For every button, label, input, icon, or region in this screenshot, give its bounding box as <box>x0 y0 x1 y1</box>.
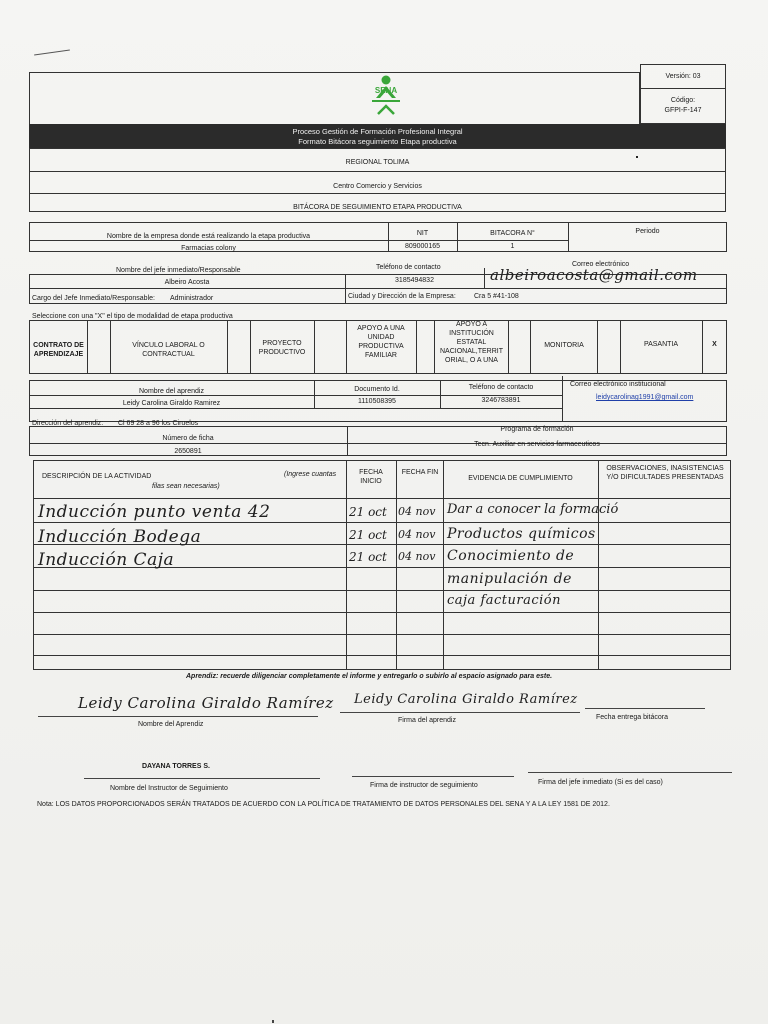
company-name-value: Farmacias colony <box>181 245 236 252</box>
header-frame <box>29 72 640 124</box>
apprentice-address-label: Dirección del aprendiz: <box>32 420 104 427</box>
apprentice-doc-value: 1110508395 <box>358 398 396 405</box>
scan-mark <box>34 49 70 55</box>
regional-label: REGIONAL TOLIMA <box>345 159 410 166</box>
modality-instruction: Seleccione con una "X" el tipo de modalidad de etapa productiva <box>32 313 233 320</box>
apprentice-signature-handwritten: Leidy Carolina Giraldo Ramírez <box>354 692 578 707</box>
apprentice-name-label: Nombre del aprendiz <box>139 388 204 395</box>
apprentice-email-label: Correo electrónico institucional <box>570 381 666 388</box>
modality-option-2: PROYECTO PRODUCTIVO <box>258 340 306 356</box>
modality-option-6: PASANTIA <box>643 341 679 348</box>
log-title: BITÁCORA DE SEGUIMIENTO ETAPA PRODUCTIVA <box>293 204 462 211</box>
activity-row-4-evidence: caja facturación <box>447 593 561 608</box>
bitacora-value: 1 <box>510 243 515 250</box>
nit-value: 809000165 <box>404 243 441 250</box>
col-desc-header: DESCRIPCIÓN DE LA ACTIVIDAD <box>42 473 152 480</box>
activities-footer-note: Aprendiz: recuerde diligenciar completamente el informe y entregarlo o subirlo al espacio asignado para este. <box>186 673 553 680</box>
header-title-bar <box>29 124 726 148</box>
activity-row-2-desc: Inducción Caja <box>38 550 175 570</box>
col-obs-header: OBSERVACIONES, INASISTENCIAS Y/O DIFICULTADES PRESENTADAS <box>606 465 724 481</box>
program-label: Programa de formación <box>500 426 574 433</box>
activity-row-0-end: 04 nov <box>398 505 436 518</box>
modality-option-5: MONITORIA <box>544 342 584 349</box>
process-title: Proceso Gestión de Formación Profesional Integral <box>292 127 463 136</box>
apprentice-name-handwritten: Leidy Carolina Giraldo Ramírez <box>78 694 334 712</box>
col-desc-note-2: filas sean necesarias) <box>152 483 220 490</box>
boss-city-label: Ciudad y Dirección de la Empresa: <box>348 293 456 300</box>
col-start-header: FECHA INICIO <box>359 469 383 485</box>
program-value: Tecn. Auxiliar en servicios farmaceuticos <box>474 441 600 448</box>
boss-name-value: Albeiro Acosta <box>164 279 210 286</box>
sena-logo <box>362 74 410 118</box>
format-title: Formato Bitácora seguimiento Etapa productiva <box>298 137 457 146</box>
modality-selected-mark: X <box>712 341 717 348</box>
activity-row-0-desc: Inducción punto venta 42 <box>38 502 271 522</box>
boss-signature-label: Firma del jefe inmediato (Si es del caso) <box>538 779 663 786</box>
activity-row-1-start: 21 oct <box>349 528 387 542</box>
stray-dot <box>636 156 638 158</box>
privacy-note: Nota: LOS DATOS PROPORCIONADOS SERÁN TRATADOS DE ACUERDO CON LA POLÍTICA DE TRATAMIENTO DE DATOS PERSONALES DEL SENA Y A LA LEY 1581 DE 2012. <box>37 801 610 808</box>
activity-row-0-evidence: Dar a conocer la formació <box>447 502 619 517</box>
apprentice-doc-label: Documento Id. <box>354 386 400 393</box>
col-end-header: FECHA FIN <box>401 469 439 476</box>
boss-phone-value: 3185494832 <box>395 277 434 284</box>
apprentice-name-value: Leidy Carolina Giraldo Ramirez <box>122 400 221 407</box>
activity-row-2-start: 21 oct <box>349 550 387 564</box>
nit-label: NIT <box>416 230 429 237</box>
modality-option-0: CONTRATO DE APRENDIZAJE <box>33 342 84 358</box>
instructor-name-value: DAYANA TORRES S. <box>142 763 210 770</box>
center-label: Centro Comercio y Servicios <box>333 183 422 190</box>
ficha-label: Número de ficha <box>162 435 214 442</box>
delivery-date-label: Fecha entrega bitácora <box>596 714 668 721</box>
col-desc-note-1: (Ingrese cuantas <box>284 471 337 478</box>
activity-row-2-end: 04 nov <box>398 550 436 563</box>
modality-option-1: VÍNCULO LABORAL O CONTRACTUAL <box>132 342 205 358</box>
period-label: Periodo <box>635 228 660 235</box>
boss-email-label: Correo electrónico <box>572 261 630 268</box>
sena-logo-icon <box>362 74 410 118</box>
boss-role-label: Cargo del Jefe Inmediato/Responsable: <box>32 295 155 302</box>
boss-city-value: Cra 5 #41-108 <box>474 293 519 300</box>
apprentice-signature-label: Firma del aprendiz <box>398 717 456 724</box>
modality-option-4: APOYO A INSTITUCIÓN ESTATAL NACIONAL,TERRIT ORIAL, O A UNA <box>439 321 503 364</box>
boss-email-handwritten: albeiroacosta@gmail.com <box>490 266 698 284</box>
sena-logo-text: SENA <box>374 86 398 95</box>
activity-row-3-evidence: manipulación de <box>447 571 572 587</box>
boss-name-label: Nombre del jefe inmediato/Responsable <box>116 267 241 274</box>
version-label: Versión: 03 <box>665 73 701 80</box>
activity-row-1-desc: Inducción Bodega <box>38 527 202 547</box>
boss-phone-label: Teléfono de contacto <box>376 264 441 271</box>
modality-option-3: APOYO A UNA UNIDAD PRODUCTIVA FAMILIAR <box>357 325 405 359</box>
col-evidence-header: EVIDENCIA DE CUMPLIMIENTO <box>468 475 573 482</box>
bitacora-label: BITACORA N° <box>490 230 535 237</box>
apprentice-phone-label: Teléfono de contacto <box>468 384 534 391</box>
activity-row-0-start: 21 oct <box>349 505 387 519</box>
instructor-name-label: Nombre del Instructor de Seguimiento <box>110 785 228 792</box>
activity-row-2-evidence: Conocimiento de <box>447 548 575 564</box>
activity-row-1-evidence: Productos químicos <box>447 526 596 542</box>
instructor-signature-label: Firma de instructor de seguimiento <box>370 782 478 789</box>
apprentice-address-value: Cl 69 28 a 96 los Ciruelos <box>118 420 199 427</box>
code-label: Código: <box>670 97 696 104</box>
activity-row-1-end: 04 nov <box>398 528 436 541</box>
apprentice-phone-value: 3246783891 <box>481 397 521 404</box>
boss-role-value: Administrador <box>170 295 214 302</box>
company-name-label: Nombre de la empresa donde está realizando la etapa productiva <box>106 233 311 240</box>
scan-mark-bottom <box>272 1020 274 1023</box>
ficha-value: 2650891 <box>174 448 202 455</box>
code-value: GFPI-F-147 <box>664 107 702 114</box>
apprentice-name-label: Nombre del Aprendiz <box>138 721 204 728</box>
apprentice-email-link[interactable]: leidycarolinag1991@gmail.com <box>596 394 694 401</box>
